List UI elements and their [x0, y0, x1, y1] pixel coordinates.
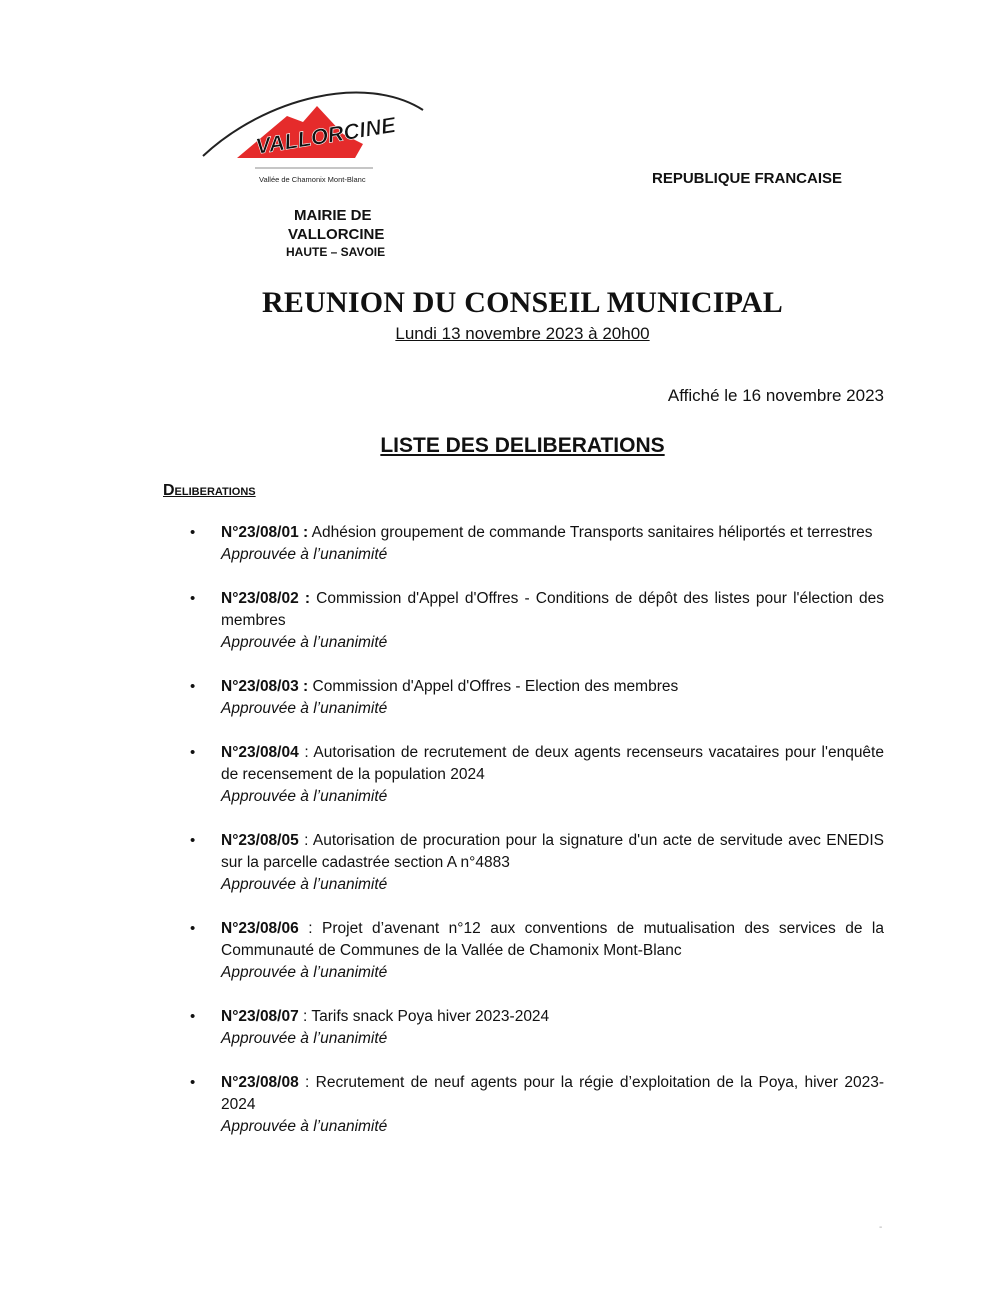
- mairie-label: MAIRIE DE: [294, 207, 372, 224]
- deliberation-item: [190, 742, 884, 808]
- commune-name: VALLORCINE: [288, 226, 385, 243]
- bullet-icon: •: [190, 832, 196, 849]
- deliberation-number: N°23/08/07: [221, 1008, 299, 1025]
- bullet-icon: •: [190, 1074, 196, 1091]
- deliberation-number: N°23/08/05: [221, 832, 299, 849]
- deliberation-text: : Autorisation de procuration pour la signature d'un acte de servitude avec ENEDIS sur la parcelle cadastrée section A n°4883: [221, 832, 884, 871]
- deliberation-item: [190, 918, 884, 984]
- deliberation-text: Adhésion groupement de commande Transports sanitaires héliportés et terrestres: [311, 524, 873, 541]
- deliberation-status: Approuvée à l’unanimité: [221, 788, 388, 805]
- document-title: REUNION DU CONSEIL MUNICIPAL: [262, 286, 783, 319]
- deliberation-item: [190, 830, 884, 896]
- deliberation-number: N°23/08/04: [221, 744, 299, 761]
- svg-text:Vallée de Chamonix Mont-Blanc: Vallée de Chamonix Mont-Blanc: [259, 175, 366, 184]
- deliberation-status: Approuvée à l’unanimité: [221, 1030, 388, 1047]
- departement-name: HAUTE – SAVOIE: [286, 245, 386, 259]
- svg-text:VALLORCINE: VALLORCINE: [253, 112, 398, 159]
- deliberation-text: : Tarifs snack Poya hiver 2023-2024: [303, 1008, 550, 1025]
- posting-date: Affiché le 16 novembre 2023: [667, 386, 884, 405]
- deliberation-text: : Autorisation de recrutement de deux agents recenseurs vacataires pour l'enquête de recensement de la population 2024: [221, 744, 884, 783]
- republique-francaise-label: REPUBLIQUE FRANCAISE: [652, 170, 843, 187]
- deliberation-status: Approuvée à l’unanimité: [221, 1118, 388, 1135]
- bullet-icon: •: [190, 590, 196, 607]
- bullet-icon: •: [190, 744, 196, 761]
- deliberation-number: N°23/08/01 :: [221, 524, 309, 541]
- deliberation-item: [190, 1006, 884, 1050]
- deliberation-number: N°23/08/03 :: [221, 678, 309, 695]
- deliberation-text: : Recrutement de neuf agents pour la régie d’exploitation de la Poya, hiver 2023-2024: [221, 1074, 884, 1113]
- bullet-icon: •: [190, 920, 196, 937]
- deliberation-status: Approuvée à l’unanimité: [221, 546, 388, 563]
- vallorcine-logo: [195, 78, 435, 188]
- deliberations-list: [190, 522, 884, 1160]
- deliberation-item: [190, 1072, 884, 1138]
- page-mark: -: [879, 1222, 883, 1233]
- bullet-icon: •: [190, 524, 196, 541]
- list-title: LISTE DES DELIBERATIONS: [380, 434, 665, 457]
- meeting-date: Lundi 13 novembre 2023 à 20h00: [395, 324, 650, 343]
- deliberation-number: N°23/08/06: [221, 920, 299, 937]
- deliberation-item: [190, 588, 884, 654]
- deliberation-number: N°23/08/02 :: [221, 590, 311, 607]
- deliberation-number: N°23/08/08: [221, 1074, 299, 1091]
- section-heading: Deliberations: [163, 482, 256, 499]
- deliberation-item: [190, 676, 884, 720]
- deliberation-text: : Projet d’avenant n°12 aux conventions de mutualisation des services de la Communauté de Communes de la Vallée de Chamonix Mont-Blanc: [221, 920, 884, 959]
- deliberation-text: Commission d'Appel d'Offres - Conditions de dépôt des listes pour l'élection des membres: [221, 590, 884, 629]
- deliberation-status: Approuvée à l’unanimité: [221, 700, 388, 717]
- bullet-icon: •: [190, 1008, 196, 1025]
- bullet-icon: •: [190, 678, 196, 695]
- deliberation-item: [190, 522, 884, 566]
- deliberation-text: Commission d'Appel d'Offres - Election des membres: [312, 678, 679, 695]
- deliberation-status: Approuvée à l’unanimité: [221, 634, 388, 651]
- deliberation-status: Approuvée à l’unanimité: [221, 964, 388, 981]
- deliberation-status: Approuvée à l’unanimité: [221, 876, 388, 893]
